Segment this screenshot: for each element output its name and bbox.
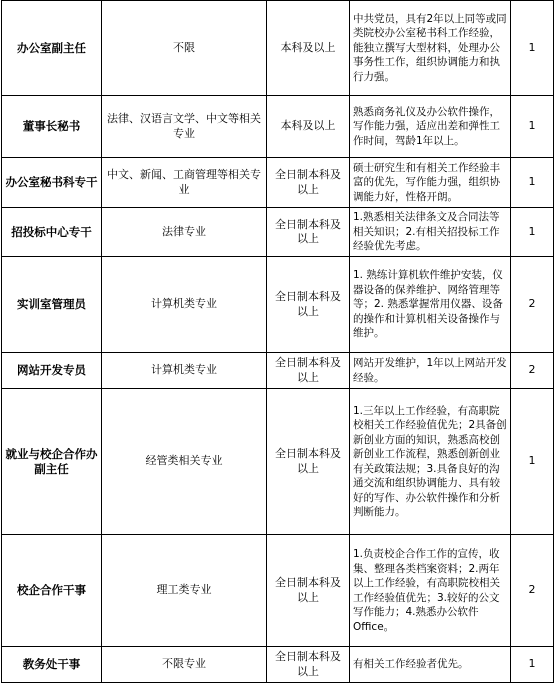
table-row — [2, 535, 554, 647]
table-row — [2, 1, 554, 96]
table-row — [2, 353, 554, 389]
job-requirements: 有相关工作经验者优先。 — [350, 647, 511, 683]
table-row — [2, 647, 554, 683]
job-requirements: 1.熟悉相关法律条文及合同法等相关知识；2.有相关招投标工作经验优先考虑。 — [350, 208, 511, 257]
table-row — [2, 96, 554, 158]
position-title: 就业与校企合作办副主任 — [2, 389, 102, 535]
position-title: 董事长秘书 — [2, 96, 102, 158]
hiring-count: 1 — [511, 389, 554, 535]
job-requirements: 中共党员，具有2年以上同等或同类院校办公室秘书科工作经验，能独立撰写大型材料，处理办公事务性工作，组织协调能力和执行力强。 — [350, 1, 511, 96]
table-row — [2, 389, 554, 535]
hiring-count: 1 — [511, 96, 554, 158]
hiring-count: 1 — [511, 158, 554, 208]
education-requirement: 本科及以上 — [267, 96, 350, 158]
hiring-count: 1 — [511, 647, 554, 683]
hiring-count: 2 — [511, 353, 554, 389]
position-title: 办公室秘书科专干 — [2, 158, 102, 208]
major-requirement: 经管类相关专业 — [102, 389, 267, 535]
major-requirement: 法律、汉语言文学、中文等相关专业 — [102, 96, 267, 158]
job-requirements: 1.三年以上工作经验，有高职院校相关工作经验值优先；2具备创新创业方面的知识，熟悉高校创新创业工作流程，熟悉创新创业有关政策法规；3.具备良好的沟通交流和组织协调能力、具有较好的写作、办公软件操作和分析判断能力。 — [350, 389, 511, 535]
major-requirement: 法律专业 — [102, 208, 267, 257]
position-title: 办公室副主任 — [2, 1, 102, 96]
position-title: 教务处干事 — [2, 647, 102, 683]
major-requirement: 不限专业 — [102, 647, 267, 683]
major-requirement: 计算机类专业 — [102, 353, 267, 389]
position-title: 实训室管理员 — [2, 257, 102, 353]
major-requirement: 中文、新闻、工商管理等相关专业 — [102, 158, 267, 208]
hiring-count: 2 — [511, 257, 554, 353]
education-requirement: 全日制本科及以上 — [267, 257, 350, 353]
position-title: 招投标中心专干 — [2, 208, 102, 257]
major-requirement: 不限 — [102, 1, 267, 96]
position-title: 网站开发专员 — [2, 353, 102, 389]
hiring-count: 1 — [511, 208, 554, 257]
education-requirement: 全日制本科及以上 — [267, 353, 350, 389]
education-requirement: 本科及以上 — [267, 1, 350, 96]
major-requirement: 计算机类专业 — [102, 257, 267, 353]
job-requirements: 硕士研究生和有相关工作经验丰富的优先，写作能力强，组织协调能力好，性格开朗。 — [350, 158, 511, 208]
education-requirement: 全日制本科及以上 — [267, 647, 350, 683]
education-requirement: 全日制本科及以上 — [267, 158, 350, 208]
major-requirement: 理工类专业 — [102, 535, 267, 647]
education-requirement: 全日制本科及以上 — [267, 208, 350, 257]
position-title: 校企合作干事 — [2, 535, 102, 647]
hiring-count: 1 — [511, 1, 554, 96]
table-row — [2, 257, 554, 353]
education-requirement: 全日制本科及以上 — [267, 389, 350, 535]
job-table — [1, 0, 554, 683]
education-requirement: 全日制本科及以上 — [267, 535, 350, 647]
table-row — [2, 158, 554, 208]
table-row — [2, 208, 554, 257]
job-requirements: 网站开发维护，1年以上网站开发经验。 — [350, 353, 511, 389]
job-requirements: 熟悉商务礼仪及办公软件操作，写作能力强，适应出差和弹性工作时间，驾龄1年以上。 — [350, 96, 511, 158]
hiring-count: 2 — [511, 535, 554, 647]
job-requirements: 1.负责校企合作工作的宣传，收集、整理各类档案资料；2.两年以上工作经验，有高职院校相关工作经验值优先；3.较好的公文写作能力；4.熟悉办公软件Office。 — [350, 535, 511, 647]
job-requirements: 1. 熟练计算机软件维护安装，仪器设备的保养维护、网络管理等等；2. 熟悉掌握常用仪器、设备的操作和计算机相关设备操作与维护。 — [350, 257, 511, 353]
